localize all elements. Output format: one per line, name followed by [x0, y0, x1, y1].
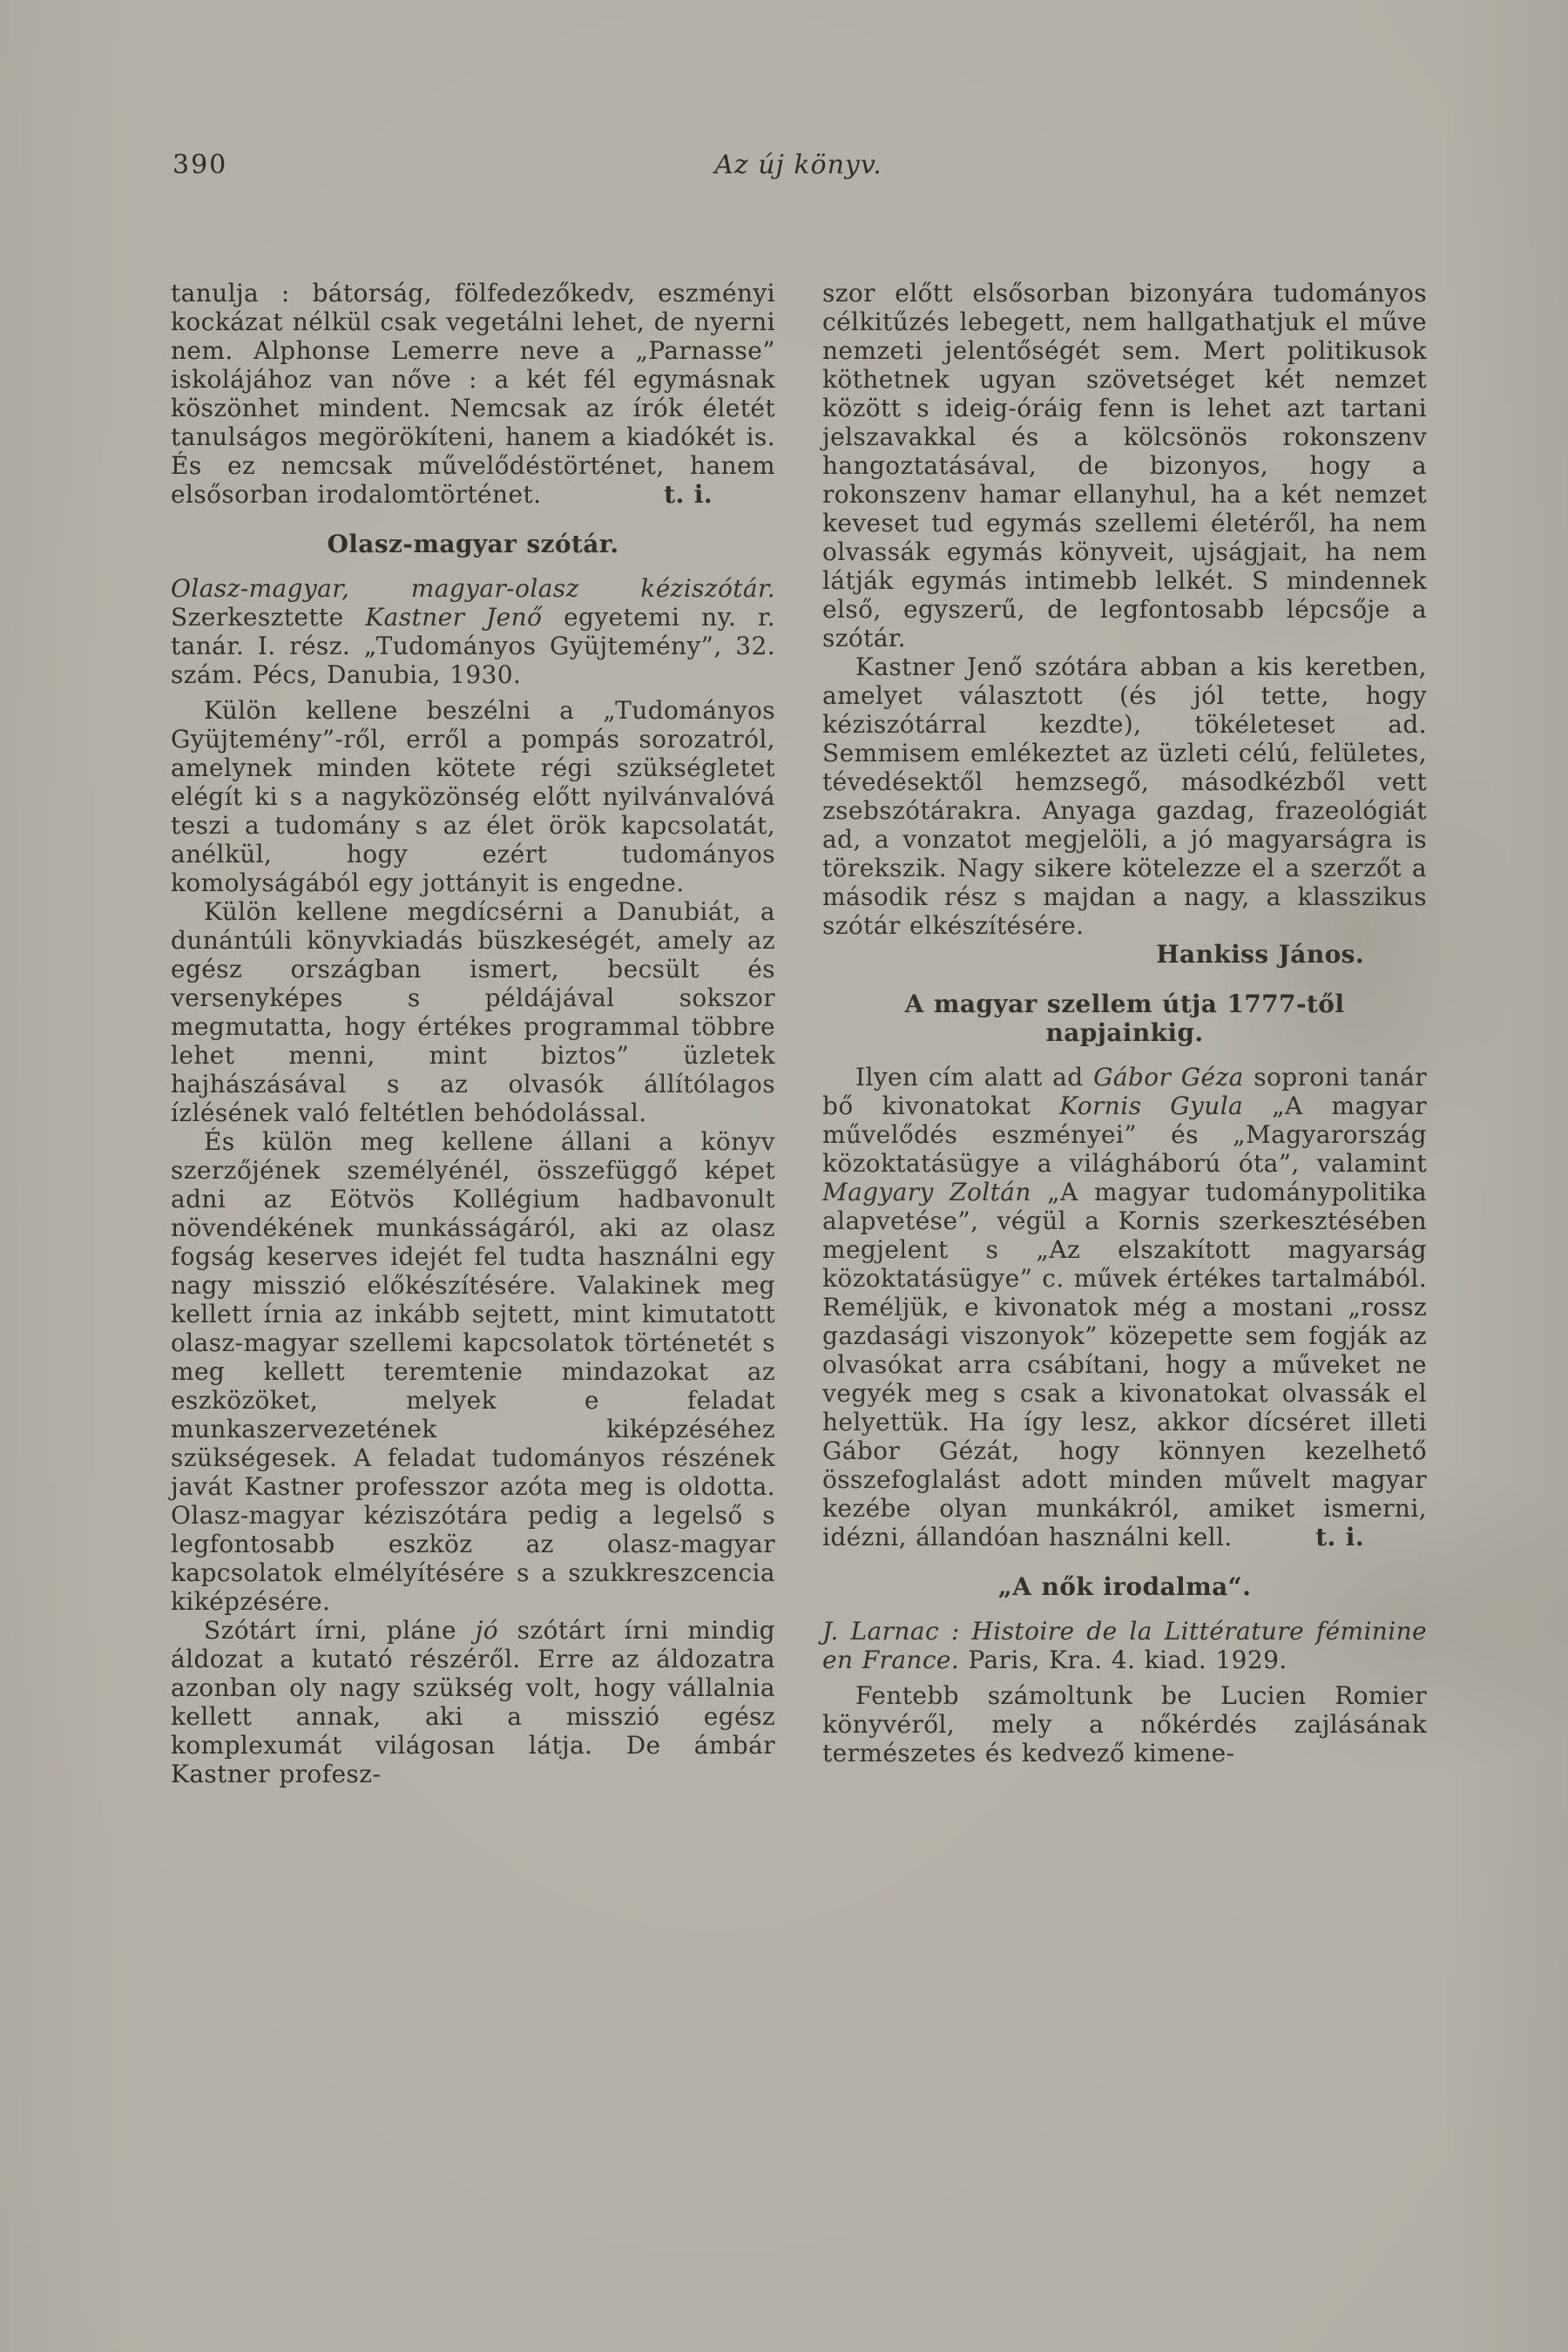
- text-segment: Ilyen cím alatt ad: [855, 1063, 1094, 1092]
- paragraph: [171, 1127, 775, 1616]
- italic-text-segment: Magyary Zoltán: [822, 1178, 1031, 1206]
- italic-text-segment: Gábor Géza: [1093, 1063, 1244, 1092]
- italic-text-segment: Kastner Jenő: [365, 603, 543, 632]
- text-segment: szótárt írni mindig áldozat a kutató részéről. Erre az áldozatra azonban oly nagy szükség volt, hogy vállalnia kellett annak, aki a misszió egész komplexumát világosan látja. De ámbár Kastner profesz-: [171, 1616, 776, 1788]
- paragraph: [822, 1681, 1427, 1767]
- signature: Hankiss János.: [1156, 940, 1364, 969]
- paragraph: [822, 652, 1427, 940]
- running-title: Az új könyv.: [714, 150, 882, 180]
- paragraph: [822, 279, 1427, 652]
- text-segment: És külön meg kellene állani a könyv szerzőjének személyénél, összefüggő képet adni az Eötvös Kollégium hadbavonult növendékének munkásságáról, aki az olasz fogság keserves idejét fel tudta használni egy nagy misszió előkészítésére. Valakinek meg kellett írnia az inkább sejtett, mint kimutatott olasz-magyar szellemi kapcsolatok történetét s meg kellett teremtenie mindazokat az eszközöket, melyek e feladat munkaszervezetének kiképzéséhez szükségesek. A feladat tudományos részének javát Kastner professzor azóta meg is oldotta. Olasz-magyar kéziszótára pedig a legelső s legfontosabb eszköz az olasz-magyar kapcsolatok elmélyítésére s a szukkreszcencia kiképzésére.: [171, 1127, 775, 1616]
- text-segment: tanulja : bátorság, fölfedezőkedv, eszményi kockázat nélkül csak vegetálni lehet, de nyerni nem. Alphonse Lemerre neve a „Parnasse” iskolájához van nőve : a két fél egymásnak köszönhet mindent. Nemcsak az írók életét tanulságos megörökíteni, hanem a kiadókét is. És ez nemcsak művelődéstörténet, hanem elsősorban irodalomtörténet.: [171, 279, 775, 509]
- text-segment: szor előtt elsősorban bizonyára tudományos célkitűzés lebegett, nem hallgathatjuk el műve nemzeti jelentőségét sem. Mert politikusok köthetnek ugyan szövetséget két nemzet között s ideig-óráig fenn is lehet azt tartani jelszavakkal és a kölcsönös rokonszenv hangoztatásával, de bizonyos, hogy a rokonszenv hamar ellanyhul, ha a két nemzet keveset tud egymás szellemi életéről, ha nem olvassák egymás könyveit, ujságjait, ha nem látják egymás intimebb lelkét. S mindennek első, egyszerű, de legfontosabb lépcsője a szótár.: [822, 279, 1427, 652]
- text-segment: „A magyar tudománypolitika alapvetése”, végül a Kornis szerkesztésében megjelent s „Az elszakított magyarság közoktatásügye” c. művek értékes tartalmából. Reméljük, e kivonatok még a mostani „rossz gazdasági viszonyok” közepette sem fogják az olvasókat arra csábítani, hogy a műveket ne vegyék meg s csak a kivonatokat olvassák el helyettük. Ha így lesz, akkor dícséret illeti Gábor Gézát, hogy könnyen kezelhető összefoglalást adott minden művelt magyar kezébe olyan munkákról, amiket ismerni, idézni, állandóan használni kell.: [822, 1178, 1428, 1551]
- text-segment: Külön kellene beszélni a „Tudományos Gyüjtemény”-ről, erről a pompás sorozatról, amelynek minden kötete régi szükségletet elégít ki s a nagyközönség előtt nyilvánvalóvá teszi a tudomány s az élet örök kapcsolatát, anélkül, hogy ezért tudományos komolyságából egy jottányit is engedne.: [171, 696, 775, 897]
- signature: t. i.: [1315, 1523, 1364, 1551]
- text-segment: soproni tanár bő kivonatokat: [822, 1063, 1427, 1120]
- bibliography-entry: [171, 574, 775, 689]
- paragraph: [822, 1063, 1427, 1551]
- paragraph: [171, 696, 775, 897]
- text-segment: Külön kellene megdícsérni a Danubiát, a dunántúli könyvkiadás büszkeségét, amely az egész országban ismert, becsült és versenyképes s példájával sokszor megmutatta, hogy értékes programmal többre lehet menni, mint biztos” üzletek hajhászásával s az olvasók állítólagos ízlésének való feltétlen behódolással.: [171, 897, 775, 1127]
- italic-text-segment: jó: [475, 1616, 498, 1645]
- text-segment: Fentebb számoltunk be Lucien Romier könyvéről, mely a nőkérdés zajlásának természetes és kedvező kimene-: [822, 1681, 1427, 1767]
- text-segment: Szótárt írni, pláne: [204, 1616, 476, 1645]
- text-segment: Paris, Kra. 4. kiad. 1929.: [959, 1646, 1288, 1674]
- bibliography-entry: [822, 1617, 1427, 1674]
- italic-text-segment: J. Larnac : Histoire de la Littérature féminine en France.: [822, 1617, 1427, 1674]
- text-columns: [171, 279, 1427, 1788]
- paragraph: [171, 897, 775, 1127]
- italic-text-segment: Kornis Gyula: [1059, 1092, 1244, 1120]
- page-header: [171, 150, 1426, 186]
- paragraph: [171, 279, 775, 509]
- paragraph: [171, 1616, 775, 1788]
- left-column: [171, 279, 775, 1788]
- signature: t. i.: [664, 480, 713, 509]
- section-heading: Olasz-magyar szótár.: [327, 530, 619, 558]
- section-heading: „A nők irodalma“.: [997, 1572, 1252, 1601]
- text-segment: Kastner Jenő szótára abban a kis keretben, amelyet választott (és jól tette, hogy kéziszótárral kezdte), tökéleteset ad. Semmisem emlékeztet az üzleti célú, felületes, tévedésektől hemzsegő, másodkézből vett zsebszótárakra. Anyaga gazdag, frazeológiát ad, a vonzatot megjelöli, a jó magyarságra is törekszik. Nagy sikere kötelezze el a szerzőt a második rész s majdan a nagy, a klasszikus szótár elkészítésére.: [822, 652, 1427, 940]
- section-heading: A magyar szellem útja 1777-től napjainkig.: [904, 990, 1345, 1047]
- italic-text-segment: Olasz-magyar, magyar-olasz kéziszótár.: [171, 574, 775, 603]
- page-number: 390: [172, 150, 228, 180]
- right-column: [822, 279, 1427, 1788]
- text-segment: „A magyar művelődés eszményei” és „Magyarország közoktatásügye a világháború óta”, valamint: [822, 1092, 1427, 1178]
- text-segment: egyetemi ny. r. tanár. I. rész. „Tudományos Gyüjtemény”, 32. szám. Pécs, Danubia, 1930.: [171, 603, 775, 689]
- text-segment: Szerkesztette: [171, 603, 366, 632]
